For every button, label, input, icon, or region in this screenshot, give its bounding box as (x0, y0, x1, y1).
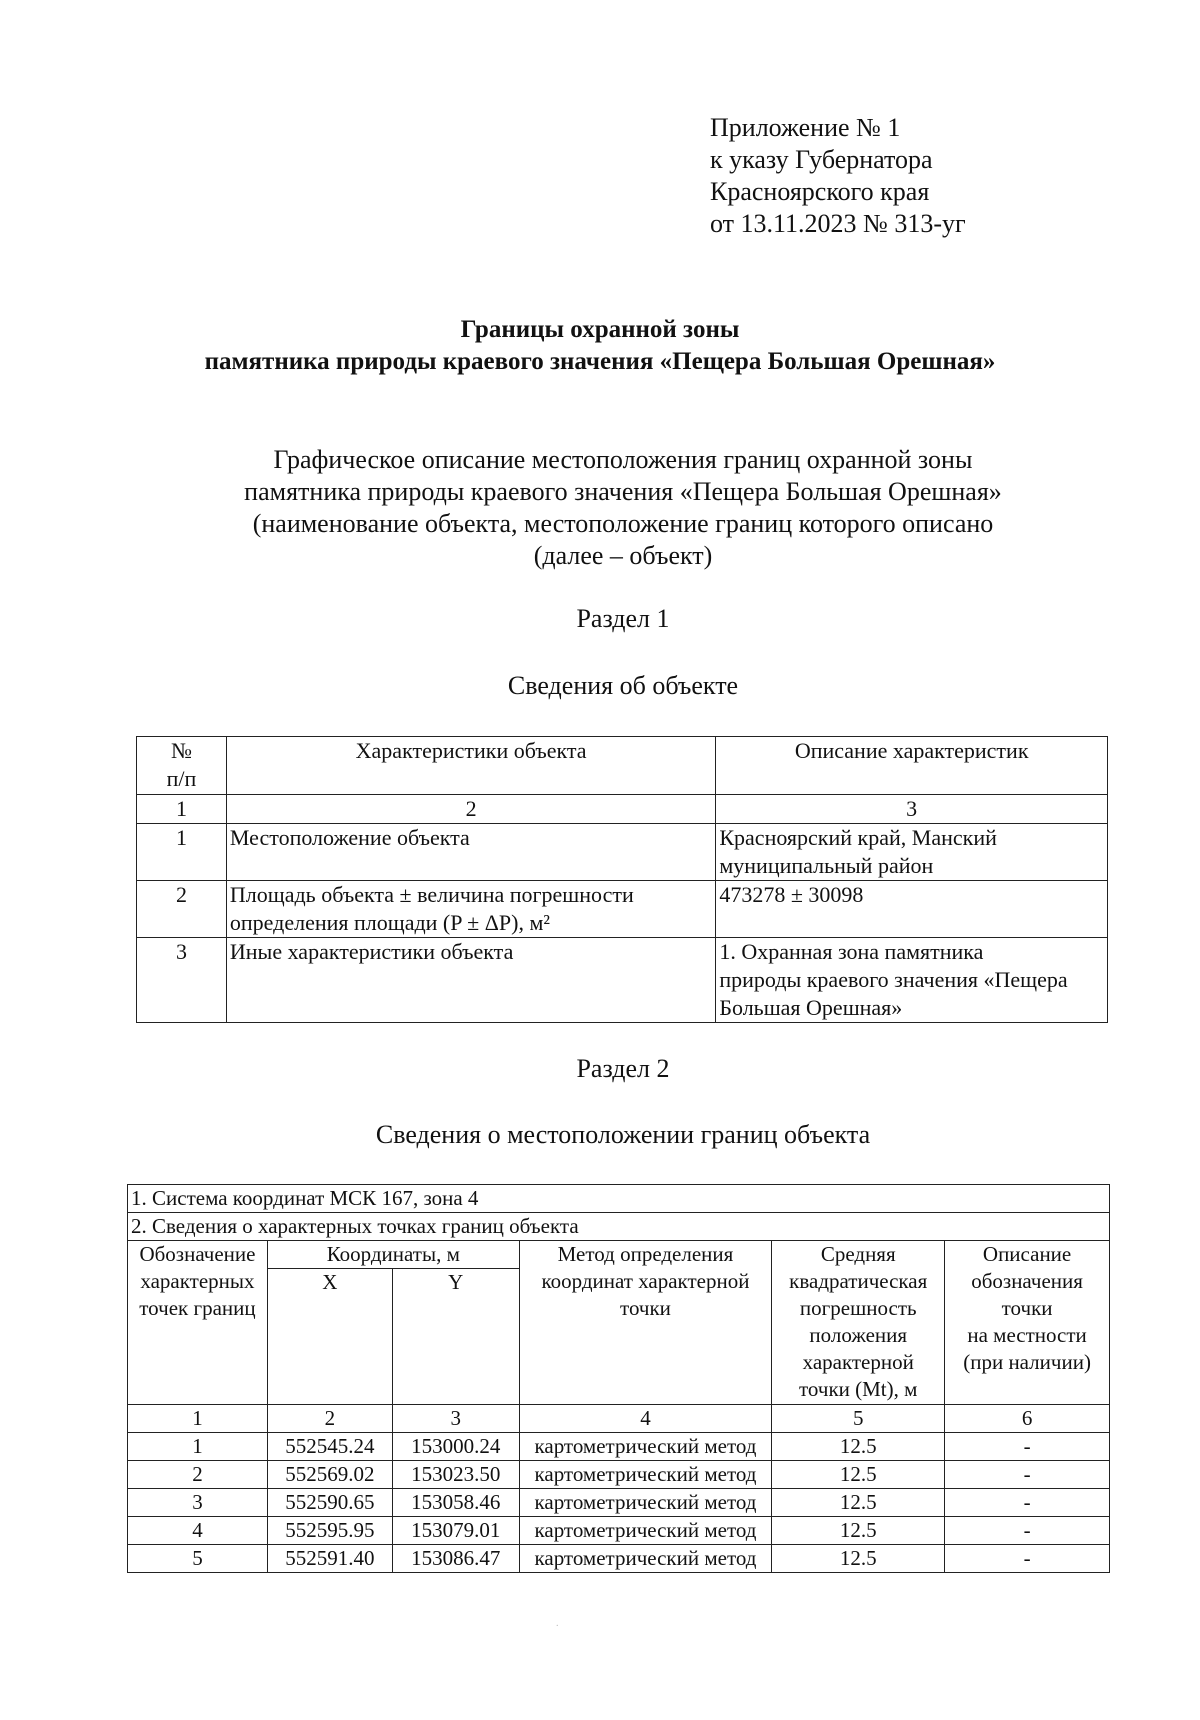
header-cell: Описание характеристик (716, 737, 1108, 795)
table-row (128, 1517, 1110, 1545)
x-value: 552591.40 (267, 1545, 392, 1573)
header-line: точки (620, 1296, 671, 1320)
table-row (137, 938, 1108, 1023)
cell-line: муниципальный район (719, 853, 934, 878)
header-line: Обозначение (139, 1242, 256, 1266)
header-line: Метод определения (557, 1242, 734, 1266)
x-value: 552595.95 (267, 1517, 392, 1545)
header-num-line: п/п (166, 766, 197, 791)
y-value: 153079.01 (392, 1517, 519, 1545)
characteristic-cell (226, 881, 715, 938)
point-id: 5 (128, 1545, 268, 1573)
column-number: 3 (716, 795, 1108, 824)
x-value: 552545.24 (267, 1433, 392, 1461)
column-number: 4 (519, 1405, 772, 1433)
appendix-line: от 13.11.2023 № 313-уг (710, 209, 966, 238)
y-value: 153058.46 (392, 1489, 519, 1517)
coordinate-system-cell: 1. Система координат МСК 167, зона 4 (128, 1185, 1110, 1213)
header-line: координат характерной (541, 1269, 750, 1293)
header-line: на местности (967, 1323, 1087, 1347)
header-line: квадратическая (789, 1269, 928, 1293)
header-line: Средняя (820, 1242, 896, 1266)
coordinate-system-row (128, 1185, 1110, 1213)
designation-header (128, 1241, 268, 1405)
method-value: картометрический метод (519, 1517, 772, 1545)
header-cell: Характеристики объекта (226, 737, 715, 795)
header-line: точки (1001, 1296, 1053, 1320)
description-cell (716, 881, 1108, 938)
header-line: положения (809, 1323, 908, 1347)
table-header-row (137, 737, 1108, 795)
header-line: Описание (982, 1242, 1072, 1266)
header-cell (137, 737, 227, 795)
x-header: X (267, 1269, 392, 1405)
header-line: характерной (802, 1350, 914, 1374)
points-title-cell: 2. Сведения о характерных точках границ объекта (128, 1213, 1110, 1241)
header-line: погрешность (799, 1296, 917, 1320)
appendix-line: Приложение № 1 (710, 113, 901, 142)
table-row (128, 1545, 1110, 1573)
point-id: 2 (128, 1461, 268, 1489)
table-header-row (128, 1241, 1110, 1269)
column-number: 5 (772, 1405, 945, 1433)
graphic-description-heading (0, 444, 1200, 572)
mt-value: 12.5 (772, 1433, 945, 1461)
terrain-value: - (945, 1545, 1110, 1573)
header-line: обозначения (971, 1269, 1083, 1293)
object-info-table (136, 736, 1108, 1023)
table-row (128, 1461, 1110, 1489)
row-number: 1 (137, 824, 227, 881)
table-row (128, 1433, 1110, 1461)
mt-value: 12.5 (772, 1545, 945, 1573)
appendix-line: Красноярского края (710, 177, 930, 206)
point-id: 1 (128, 1433, 268, 1461)
row-number: 2 (137, 881, 227, 938)
cell-line: природы краевого значения «Пещера (719, 967, 1068, 992)
table-row (137, 824, 1108, 881)
subtitle-line: (далее – объект) (533, 541, 713, 570)
error-header (772, 1241, 945, 1405)
terrain-value: - (945, 1517, 1110, 1545)
mt-value: 12.5 (772, 1489, 945, 1517)
description-cell (716, 938, 1108, 1023)
terrain-value: - (945, 1461, 1110, 1489)
column-number: 2 (226, 795, 715, 824)
characteristic-cell (226, 938, 715, 1023)
description-cell (716, 824, 1108, 881)
subtitle-line: (наименование объекта, местоположение границ которого описано (252, 509, 994, 538)
table-row (128, 1489, 1110, 1517)
method-value: картометрический метод (519, 1461, 772, 1489)
cell-line: Площадь объекта ± величина погрешности (229, 882, 634, 907)
y-value: 153023.50 (392, 1461, 519, 1489)
cell-line: 473278 ± 30098 (719, 882, 864, 907)
boundary-points-table (127, 1184, 1110, 1573)
title-line: Границы охранной зоны (460, 316, 740, 343)
header-line: точки (Mt), м (799, 1377, 918, 1401)
subtitle-line: Графическое описание местоположения границ охранной зоны (273, 445, 973, 474)
method-header (519, 1241, 772, 1405)
column-number: 1 (137, 795, 227, 824)
column-number: 1 (128, 1405, 268, 1433)
x-value: 552590.65 (267, 1489, 392, 1517)
appendix-block (710, 112, 966, 240)
method-value: картометрический метод (519, 1489, 772, 1517)
points-title-row (128, 1213, 1110, 1241)
coordinates-header: Координаты, м (267, 1241, 519, 1269)
table-row (137, 881, 1108, 938)
footer-mark: . (556, 1618, 559, 1629)
column-number-row (137, 795, 1108, 824)
point-id: 4 (128, 1517, 268, 1545)
header-line: характерных (140, 1269, 255, 1293)
header-num-line: № (170, 738, 192, 763)
cell-line: Местоположение объекта (229, 825, 470, 850)
x-value: 552569.02 (267, 1461, 392, 1489)
subtitle-line: памятника природы краевого значения «Пещера Большая Орешная» (244, 477, 1002, 506)
row-number: 3 (137, 938, 227, 1023)
header-line: (при наличии) (963, 1350, 1091, 1374)
cell-line: 1. Охранная зона памятника (719, 939, 984, 964)
cell-line: Иные характеристики объекта (229, 939, 514, 964)
header-line: точек границ (139, 1296, 256, 1320)
column-number: 6 (945, 1405, 1110, 1433)
cell-line: определения площади (P ± ΔP), м² (229, 910, 550, 935)
column-number-row (128, 1405, 1110, 1433)
y-value: 153000.24 (392, 1433, 519, 1461)
column-number: 2 (267, 1405, 392, 1433)
title-line: памятника природы краевого значения «Пещера Большая Орешная» (204, 348, 996, 375)
section2-label: Раздел 2 (576, 1054, 670, 1083)
column-number: 3 (392, 1405, 519, 1433)
y-header: Y (392, 1269, 519, 1405)
y-value: 153086.47 (392, 1545, 519, 1573)
characteristic-cell (226, 824, 715, 881)
section2-heading: Сведения о местоположении границ объекта (375, 1120, 871, 1149)
method-value: картометрический метод (519, 1433, 772, 1461)
terrain-value: - (945, 1489, 1110, 1517)
section1-heading: Сведения об объекте (507, 671, 739, 700)
appendix-line: к указу Губернатора (710, 145, 933, 174)
terrain-description-header (945, 1241, 1110, 1405)
point-id: 3 (128, 1489, 268, 1517)
terrain-value: - (945, 1433, 1110, 1461)
section1-label: Раздел 1 (576, 604, 670, 633)
cell-line: Большая Орешная» (719, 995, 903, 1020)
cell-line: Красноярский край, Манский (719, 825, 997, 850)
document-title (0, 314, 1200, 378)
method-value: картометрический метод (519, 1545, 772, 1573)
mt-value: 12.5 (772, 1461, 945, 1489)
mt-value: 12.5 (772, 1517, 945, 1545)
